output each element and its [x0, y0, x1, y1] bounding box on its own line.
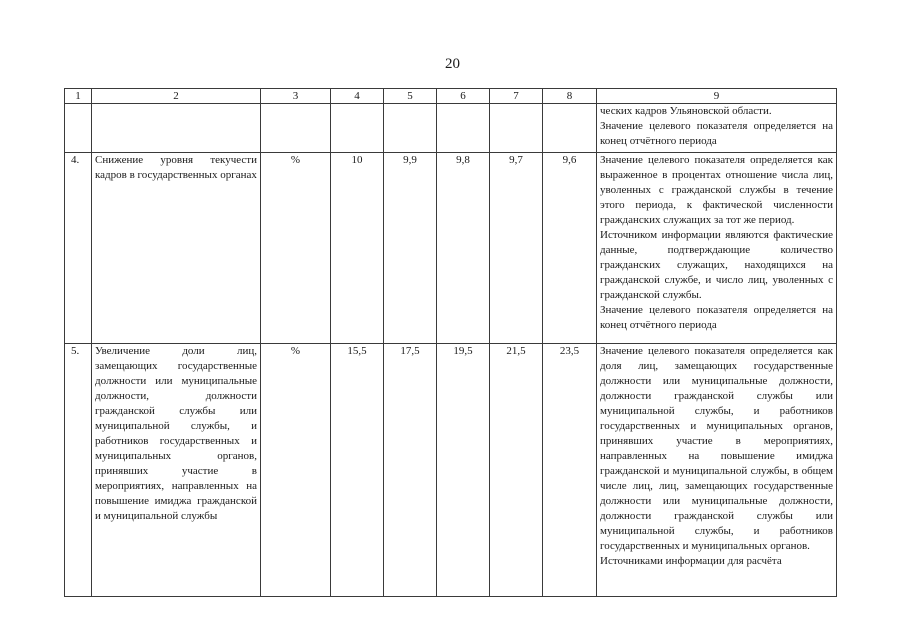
column-header: 7	[490, 89, 543, 104]
column-header: 9	[597, 89, 837, 104]
table-row	[65, 344, 837, 597]
description-paragraph: Значение целевого показателя определяется на конец отчётного периода	[600, 120, 833, 147]
column-header: 3	[261, 89, 331, 104]
description-paragraph: Значение целевого показателя определяется как выраженное в процентах отношение числа лиц, уволенных с гражданской службы в течение этого периода, к фактической численности гражданских служащих за тот же период.	[600, 154, 833, 226]
unit: %	[261, 153, 331, 344]
indicator-name: Увеличение доли лиц, замещающих государственные должности или муниципальные должности, должности гражданской службы или муниципальной службы, и работников государственных и муниципальных органов, принявших участие в мероприятиях, направленных на повышение имиджа гражданской и муниципальной службы	[92, 344, 261, 597]
value-year-4: 9,7	[490, 153, 543, 344]
value-year-2: 9,9	[384, 153, 437, 344]
indicator-description	[597, 104, 837, 153]
unit	[261, 104, 331, 153]
row-number	[65, 104, 92, 153]
table-row	[65, 104, 837, 153]
table-row	[65, 153, 837, 344]
value-year-2: 17,5	[384, 344, 437, 597]
value-year-3: 19,5	[437, 344, 490, 597]
row-number: 5.	[65, 344, 92, 597]
unit: %	[261, 344, 331, 597]
value-year-1: 15,5	[331, 344, 384, 597]
column-header: 1	[65, 89, 92, 104]
row-number: 4.	[65, 153, 92, 344]
column-header: 5	[384, 89, 437, 104]
indicator-description	[597, 344, 837, 597]
value-year-3	[437, 104, 490, 153]
column-header: 2	[92, 89, 261, 104]
description-paragraph: Значение целевого показателя определяется на конец отчётного периода	[600, 304, 833, 331]
column-header: 8	[543, 89, 597, 104]
description-paragraph: Значение целевого показателя определяется как доля лиц, замещающих государственные должности или муниципальные должности, должности гражданской службы или муниципальной службы, и работников государственных и муниципальных органов, принявших участие в мероприятиях, направленных на повышение имиджа гражданской и муниципальной службы, в общем числе лиц, лиц, замещающих государственные должности или муниципальные должности, должности гражданской службы или муниципальной службы, и работников государственных и муниципальных органов.	[600, 345, 833, 552]
indicator-name	[92, 104, 261, 153]
description-paragraph: Источниками информации для расчёта	[600, 555, 782, 567]
value-year-4: 21,5	[490, 344, 543, 597]
column-header: 4	[331, 89, 384, 104]
value-year-5: 9,6	[543, 153, 597, 344]
value-year-1	[331, 104, 384, 153]
value-year-5	[543, 104, 597, 153]
value-year-1: 10	[331, 153, 384, 344]
description-paragraph: ческих кадров Ульяновской области.	[600, 105, 772, 117]
value-year-4	[490, 104, 543, 153]
description-paragraph: Источником информации являются фактические данные, подтверждающие количество гражданских служащих, находящихся на гражданской службе, и число лиц, уволенных с гражданской службы.	[600, 229, 833, 301]
column-header: 6	[437, 89, 490, 104]
value-year-5: 23,5	[543, 344, 597, 597]
table-header-row	[65, 89, 837, 104]
indicator-name: Снижение уровня текучести кадров в государственных органах	[92, 153, 261, 344]
value-year-3: 9,8	[437, 153, 490, 344]
indicators-table	[64, 88, 837, 597]
indicator-description	[597, 153, 837, 344]
value-year-2	[384, 104, 437, 153]
page-number: 20	[445, 56, 460, 72]
